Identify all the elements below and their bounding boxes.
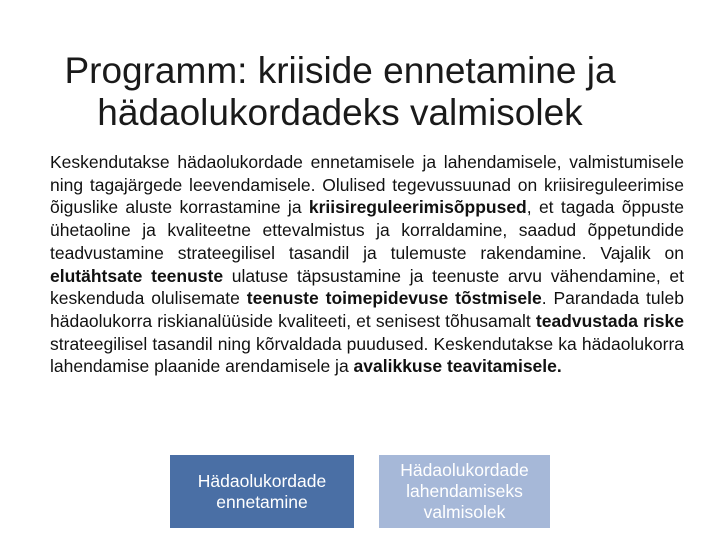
box-prevention xyxy=(170,455,354,528)
body-bold-4: teadvustada riske xyxy=(535,310,684,331)
body-bold-3: teenuste toimepidevuse tõstmisele xyxy=(246,288,542,309)
body-text-2: , et tagada õppuste ühetaoline ja kvaliteetne ettevalmistus ja korraldamine, saadud õppetundide teadvustamine strateegilisel tasandil ja tulemuste rakendamine. Vajalik on xyxy=(50,197,684,263)
title-line-1: Programm: kriiside ennetamine ja xyxy=(64,50,616,91)
slide-title xyxy=(20,50,660,134)
body-paragraph xyxy=(50,151,684,378)
body-text-1: Keskendutakse hädaolukordade ennetamisele ja lahendamisele, valmistumisele ning tagajärgede leevendamisele. Olulised tegevussuunad on kriisireguleerimise õiguslike aluste korrastamine ja xyxy=(50,152,684,218)
body-bold-5: avalikkuse teavitamisele. xyxy=(353,356,562,377)
body-text-5: strateegilisel tasandil ning kõrvaldada puudused. Keskendutakse ka hädaolukorra lahendamise plaanide arendamisele ja xyxy=(50,333,684,377)
box-preparedness xyxy=(379,455,550,528)
body-text-4: . Parandada tuleb hädaolukorra riskianalüüside kvaliteeti, et senisest tõhusamalt xyxy=(50,288,684,331)
box-prevention-label: Hädaolukordade ennetamine xyxy=(197,470,327,512)
body-bold-2: elutähtsate teenuste xyxy=(50,265,224,286)
body-text-3: ulatuse täpsustamine ja teenuste arvu vähendamine, et keskenduda olulisemate xyxy=(50,265,684,309)
body-bold-1: kriisireguleerimisõppused xyxy=(308,197,527,218)
box-preparedness-label: Hädaolukordade lahendamiseks valmisolek xyxy=(400,460,529,522)
title-line-2: hädaolukordadeks valmisolek xyxy=(97,92,583,133)
